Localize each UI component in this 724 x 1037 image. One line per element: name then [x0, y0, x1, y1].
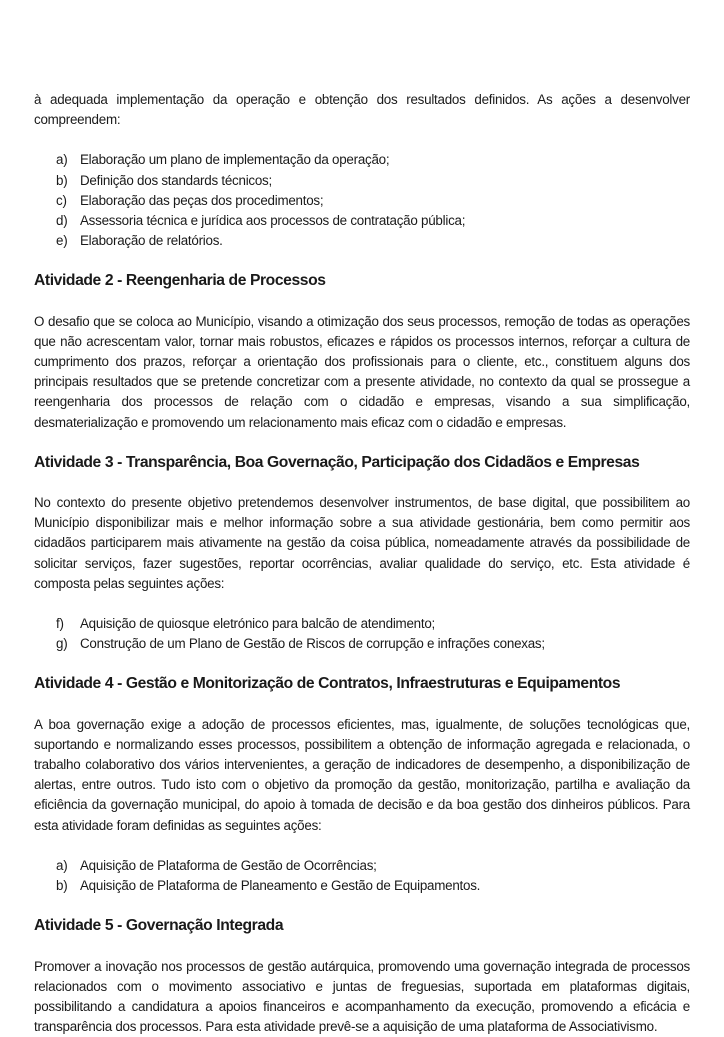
list-item-text: Elaboração das peças dos procedimentos;	[80, 193, 323, 208]
spacer	[34, 130, 690, 150]
list-item	[34, 211, 690, 231]
list-marker: f)	[56, 614, 64, 634]
list-marker: d)	[56, 211, 67, 231]
intro-paragraph: à adequada implementação da operação e obtenção dos resultados definidos. As ações a desenvolver compreendem:	[34, 90, 690, 130]
section-paragraph-atividade-5: Promover a inovação nos processos de gestão autárquica, promovendo uma governação integrada de processos relacionados com o movimento associativo e juntas de freguesias, suportada em plataformas digitais, possibilitando a candidatura a apoios financeiros e acompanhamento da execução, promovendo a eficácia e transparência dos processos. Para esta atividade prevê-se a aquisição de uma plataforma de Associativismo.	[34, 957, 690, 1037]
atividade-3-action-list	[34, 614, 690, 654]
list-item-text: Definição dos standards técnicos;	[80, 173, 272, 188]
list-item-text: Construção de um Plano de Gestão de Riscos de corrupção e infrações conexas;	[80, 636, 545, 651]
list-item-text: Elaboração de relatórios.	[80, 233, 223, 248]
list-item	[34, 231, 690, 251]
list-marker: c)	[56, 191, 67, 211]
spacer	[34, 695, 690, 715]
list-item-text: Aquisição de Plataforma de Gestão de Ocorrências;	[80, 858, 377, 873]
spacer	[34, 654, 690, 674]
section-heading-atividade-4: Atividade 4 - Gestão e Monitorização de Contratos, Infraestruturas e Equipamentos	[34, 674, 690, 694]
list-item-text: Assessoria técnica e jurídica aos processos de contratação pública;	[80, 213, 465, 228]
section-heading-atividade-2: Atividade 2 - Reengenharia de Processos	[34, 271, 690, 291]
spacer	[34, 251, 690, 271]
section-paragraph-atividade-3: No contexto do presente objetivo pretendemos desenvolver instrumentos, de base digital, que possibilitem ao Município disponibilizar mais e melhor informação sobre a sua atividade gestionária, bem como permitir aos cidadãos participarem mais ativamente na gestão da coisa pública, nomeadamente através da possibilidade de solicitar serviços, fazer sugestões, reportar ocorrências, avaliar qualidade do serviço, etc. Esta atividade é composta pelas seguintes ações:	[34, 493, 690, 594]
spacer	[34, 594, 690, 614]
list-marker: a)	[56, 150, 67, 170]
list-item-text: Aquisição de Plataforma de Planeamento e Gestão de Equipamentos.	[80, 878, 480, 893]
list-marker: b)	[56, 876, 67, 896]
spacer	[34, 896, 690, 916]
list-item	[34, 191, 690, 211]
list-item	[34, 856, 690, 876]
list-item	[34, 171, 690, 191]
spacer	[34, 292, 690, 312]
section-heading-atividade-5: Atividade 5 - Governação Integrada	[34, 916, 690, 936]
list-marker: g)	[56, 634, 67, 654]
spacer	[34, 836, 690, 856]
list-marker: e)	[56, 231, 67, 251]
section-heading-atividade-3: Atividade 3 - Transparência, Boa Governação, Participação dos Cidadãos e Empresas	[34, 453, 690, 473]
list-item	[34, 876, 690, 896]
list-item-text: Elaboração um plano de implementação da operação;	[80, 152, 389, 167]
intro-action-list	[34, 150, 690, 251]
atividade-4-action-list	[34, 856, 690, 896]
list-item	[34, 634, 690, 654]
section-paragraph-atividade-2: O desafio que se coloca ao Município, visando a otimização dos seus processos, remoção de todas as operações que não acrescentam valor, tornar mais robustos, eficazes e rápidos os processos internos, reforçar a cultura de cumprimento dos prazos, reforçar a orientação dos profissionais para o cliente, etc., constituem alguns dos principais resultados que se pretende concretizar com a presente atividade, no contexto da qual se prossegue a reengenharia dos processos de relação com o cidadão e empresas, visando a sua simplificação, desmaterialização e promovendo um relacionamento mais eficaz com o cidadão e empresas.	[34, 312, 690, 433]
list-item-text: Aquisição de quiosque eletrónico para balcão de atendimento;	[80, 616, 435, 631]
spacer	[34, 473, 690, 493]
spacer	[34, 937, 690, 957]
list-item	[34, 150, 690, 170]
spacer	[34, 433, 690, 453]
section-paragraph-atividade-4: A boa governação exige a adoção de processos eficientes, mas, igualmente, de soluções tecnológicas que, suportando e normalizando esses processos, possibilitem a obtenção de informação agregada e relacionada, o trabalho colaborativo dos vários intervenientes, a geração de indicadores de desempenho, a disponibilização de alertas, entre outros. Tudo isto com o objetivo da promoção da gestão, monitorização, partilha e avaliação da eficiência da governação municipal, do apoio à tomada de decisão e da boa gestão dos dinheiros públicos. Para esta atividade foram definidas as seguintes ações:	[34, 715, 690, 836]
document-page	[34, 90, 690, 1037]
list-marker: b)	[56, 171, 67, 191]
list-item	[34, 614, 690, 634]
list-marker: a)	[56, 856, 67, 876]
